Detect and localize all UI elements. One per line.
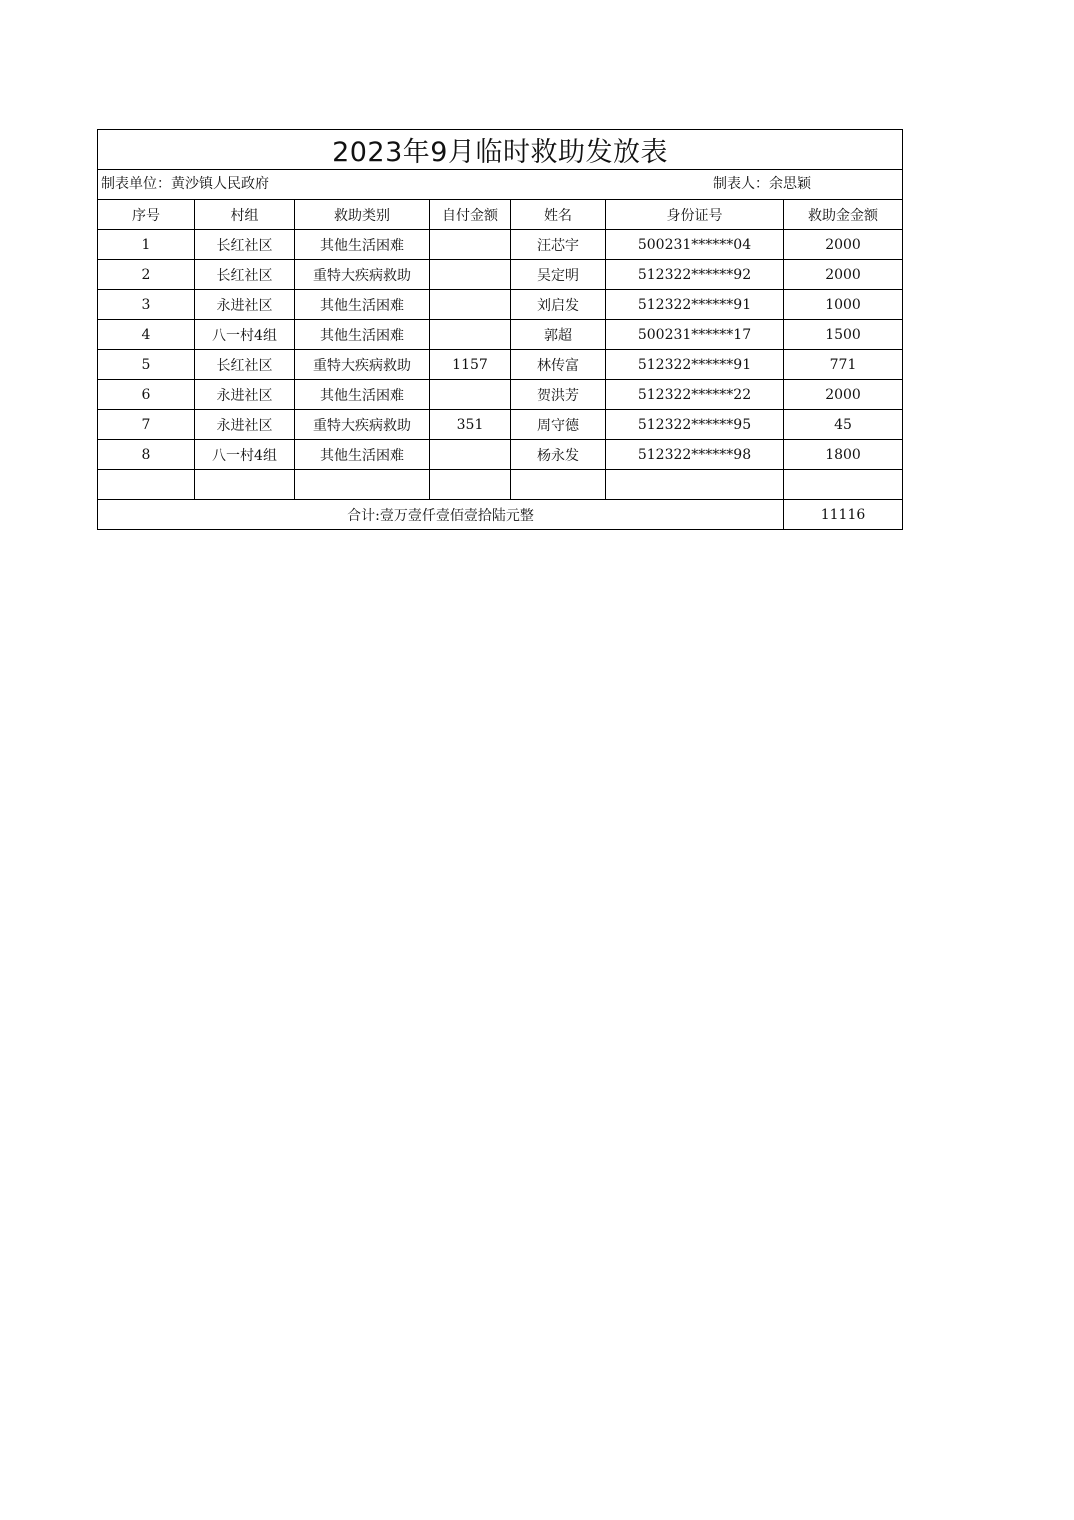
table-title: 2023年9月临时救助发放表 <box>98 130 903 170</box>
cell-self-pay <box>430 380 511 410</box>
cell-relief-amount: 1500 <box>784 320 903 350</box>
cell-relief-amount: 2000 <box>784 260 903 290</box>
header-relief-amount: 救助金金额 <box>784 200 903 230</box>
cell-name: 吴定明 <box>511 260 606 290</box>
table-row <box>98 230 903 260</box>
table-row <box>98 410 903 440</box>
table-row <box>98 350 903 380</box>
cell-self-pay <box>430 290 511 320</box>
cell-self-pay <box>430 260 511 290</box>
cell-self-pay: 351 <box>430 410 511 440</box>
cell-name: 周守德 <box>511 410 606 440</box>
header-row <box>98 200 903 230</box>
empty-cell <box>511 470 606 500</box>
cell-category: 重特大疾病救助 <box>295 350 430 380</box>
cell-village: 长红社区 <box>195 350 295 380</box>
cell-village: 长红社区 <box>195 260 295 290</box>
cell-name: 刘启发 <box>511 290 606 320</box>
cell-serial: 3 <box>98 290 195 320</box>
cell-id-number: 500231******04 <box>606 230 784 260</box>
cell-category: 重特大疾病救助 <box>295 410 430 440</box>
relief-distribution-sheet <box>97 129 902 530</box>
header-category: 救助类别 <box>295 200 430 230</box>
table-row <box>98 320 903 350</box>
cell-id-number: 500231******17 <box>606 320 784 350</box>
cell-serial: 1 <box>98 230 195 260</box>
cell-category: 其他生活困难 <box>295 320 430 350</box>
info-row <box>98 170 903 200</box>
empty-cell <box>195 470 295 500</box>
unit-value: 黄沙镇人民政府 <box>171 176 269 192</box>
header-self-pay: 自付金额 <box>430 200 511 230</box>
cell-category: 重特大疾病救助 <box>295 260 430 290</box>
cell-serial: 2 <box>98 260 195 290</box>
relief-table <box>97 129 903 530</box>
empty-cell <box>606 470 784 500</box>
total-row <box>98 500 903 530</box>
cell-village: 永进社区 <box>195 380 295 410</box>
cell-name: 林传富 <box>511 350 606 380</box>
cell-name: 杨永发 <box>511 440 606 470</box>
cell-category: 其他生活困难 <box>295 290 430 320</box>
empty-row <box>98 470 903 500</box>
cell-name: 贺洪芳 <box>511 380 606 410</box>
maker-label: 制表人： <box>713 176 769 192</box>
cell-relief-amount: 45 <box>784 410 903 440</box>
header-serial: 序号 <box>98 200 195 230</box>
cell-relief-amount: 1800 <box>784 440 903 470</box>
cell-id-number: 512322******95 <box>606 410 784 440</box>
cell-village: 八一村4组 <box>195 440 295 470</box>
title-row <box>98 130 903 170</box>
cell-relief-amount: 2000 <box>784 230 903 260</box>
total-value: 11116 <box>784 500 903 530</box>
empty-cell <box>784 470 903 500</box>
cell-id-number: 512322******92 <box>606 260 784 290</box>
cell-name: 汪芯宇 <box>511 230 606 260</box>
header-id-number: 身份证号 <box>606 200 784 230</box>
empty-cell <box>295 470 430 500</box>
header-village: 村组 <box>195 200 295 230</box>
table-row <box>98 260 903 290</box>
cell-self-pay <box>430 320 511 350</box>
cell-category: 其他生活困难 <box>295 440 430 470</box>
table-row <box>98 440 903 470</box>
cell-self-pay <box>430 230 511 260</box>
cell-village: 长红社区 <box>195 230 295 260</box>
table-row <box>98 380 903 410</box>
cell-id-number: 512322******98 <box>606 440 784 470</box>
cell-serial: 7 <box>98 410 195 440</box>
cell-serial: 6 <box>98 380 195 410</box>
cell-serial: 5 <box>98 350 195 380</box>
unit-label: 制表单位： <box>101 176 171 192</box>
maker-value: 余思颖 <box>769 176 811 192</box>
empty-cell <box>98 470 195 500</box>
total-label: 合计:壹万壹仟壹佰壹拾陆元整 <box>98 500 784 530</box>
cell-village: 八一村4组 <box>195 320 295 350</box>
cell-serial: 4 <box>98 320 195 350</box>
cell-relief-amount: 2000 <box>784 380 903 410</box>
cell-village: 永进社区 <box>195 290 295 320</box>
cell-category: 其他生活困难 <box>295 230 430 260</box>
empty-cell <box>430 470 511 500</box>
cell-relief-amount: 771 <box>784 350 903 380</box>
cell-serial: 8 <box>98 440 195 470</box>
header-name: 姓名 <box>511 200 606 230</box>
table-row <box>98 290 903 320</box>
cell-id-number: 512322******22 <box>606 380 784 410</box>
cell-name: 郭超 <box>511 320 606 350</box>
cell-id-number: 512322******91 <box>606 290 784 320</box>
cell-id-number: 512322******91 <box>606 350 784 380</box>
cell-self-pay: 1157 <box>430 350 511 380</box>
cell-category: 其他生活困难 <box>295 380 430 410</box>
cell-self-pay <box>430 440 511 470</box>
cell-relief-amount: 1000 <box>784 290 903 320</box>
cell-village: 永进社区 <box>195 410 295 440</box>
